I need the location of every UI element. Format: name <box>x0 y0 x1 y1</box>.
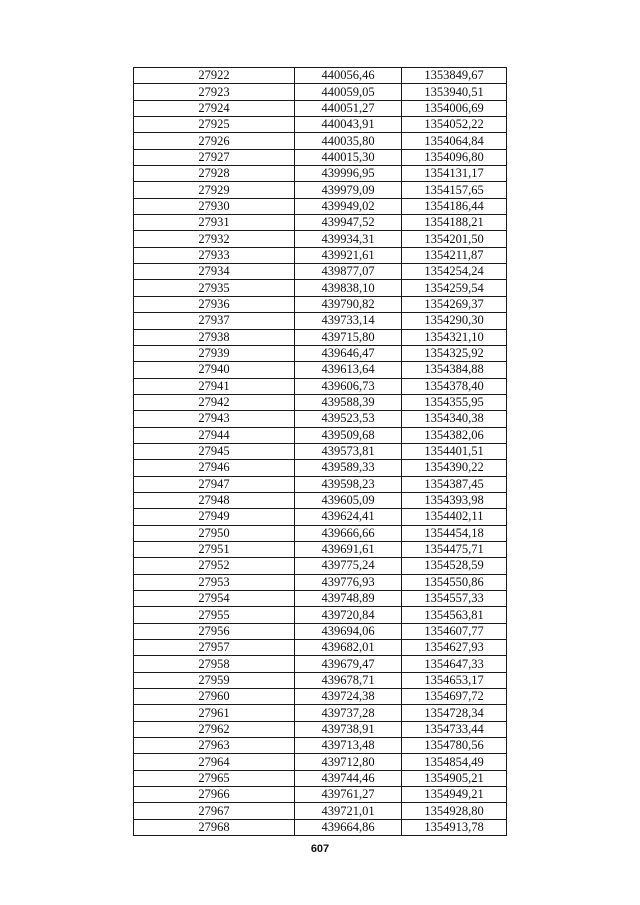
y-coordinate-cell: 1354728,34 <box>402 705 507 721</box>
x-coordinate-cell: 440056,46 <box>295 68 402 84</box>
x-coordinate-cell: 439691,61 <box>295 541 402 557</box>
point-number-cell: 27956 <box>134 623 295 639</box>
point-number-cell: 27955 <box>134 607 295 623</box>
x-coordinate-cell: 439996,95 <box>295 166 402 182</box>
point-number-cell: 27951 <box>134 541 295 557</box>
y-coordinate-cell: 1354402,11 <box>402 509 507 525</box>
table-row <box>134 640 507 656</box>
point-number-cell: 27925 <box>134 117 295 133</box>
point-number-cell: 27966 <box>134 787 295 803</box>
point-number-cell: 27948 <box>134 492 295 508</box>
table-row <box>134 721 507 737</box>
x-coordinate-cell: 439949,02 <box>295 198 402 214</box>
y-coordinate-cell: 1354563,81 <box>402 607 507 623</box>
x-coordinate-cell: 440035,80 <box>295 133 402 149</box>
table-row <box>134 329 507 345</box>
table-row <box>134 362 507 378</box>
x-coordinate-cell: 439775,24 <box>295 558 402 574</box>
x-coordinate-cell: 439947,52 <box>295 215 402 231</box>
y-coordinate-cell: 1354550,86 <box>402 574 507 590</box>
x-coordinate-cell: 440051,27 <box>295 100 402 116</box>
coordinate-table-body <box>134 68 507 836</box>
table-row <box>134 133 507 149</box>
point-number-cell: 27947 <box>134 476 295 492</box>
table-row <box>134 509 507 525</box>
table-row <box>134 803 507 819</box>
y-coordinate-cell: 1354131,17 <box>402 166 507 182</box>
x-coordinate-cell: 439605,09 <box>295 492 402 508</box>
point-number-cell: 27952 <box>134 558 295 574</box>
x-coordinate-cell: 439877,07 <box>295 264 402 280</box>
point-number-cell: 27926 <box>134 133 295 149</box>
point-number-cell: 27934 <box>134 264 295 280</box>
point-number-cell: 27923 <box>134 84 295 100</box>
table-row <box>134 460 507 476</box>
x-coordinate-cell: 439666,66 <box>295 525 402 541</box>
y-coordinate-cell: 1354201,50 <box>402 231 507 247</box>
point-number-cell: 27933 <box>134 247 295 263</box>
x-coordinate-cell: 439761,27 <box>295 787 402 803</box>
x-coordinate-cell: 439598,23 <box>295 476 402 492</box>
y-coordinate-cell: 1354475,71 <box>402 541 507 557</box>
table-row <box>134 705 507 721</box>
x-coordinate-cell: 439715,80 <box>295 329 402 345</box>
point-number-cell: 27949 <box>134 509 295 525</box>
y-coordinate-cell: 1354378,40 <box>402 378 507 394</box>
point-number-cell: 27944 <box>134 427 295 443</box>
x-coordinate-cell: 440015,30 <box>295 149 402 165</box>
y-coordinate-cell: 1354949,21 <box>402 787 507 803</box>
x-coordinate-cell: 440059,05 <box>295 84 402 100</box>
y-coordinate-cell: 1353849,67 <box>402 68 507 84</box>
table-row <box>134 117 507 133</box>
y-coordinate-cell: 1354387,45 <box>402 476 507 492</box>
table-row <box>134 427 507 443</box>
x-coordinate-cell: 439613,64 <box>295 362 402 378</box>
y-coordinate-cell: 1354653,17 <box>402 672 507 688</box>
y-coordinate-cell: 1354254,24 <box>402 264 507 280</box>
page-number: 607 <box>310 843 330 855</box>
point-number-cell: 27954 <box>134 591 295 607</box>
y-coordinate-cell: 1354006,69 <box>402 100 507 116</box>
point-number-cell: 27940 <box>134 362 295 378</box>
y-coordinate-cell: 1354454,18 <box>402 525 507 541</box>
point-number-cell: 27922 <box>134 68 295 84</box>
x-coordinate-cell: 439744,46 <box>295 770 402 786</box>
point-number-cell: 27965 <box>134 770 295 786</box>
y-coordinate-cell: 1354188,21 <box>402 215 507 231</box>
point-number-cell: 27942 <box>134 394 295 410</box>
y-coordinate-cell: 1354096,80 <box>402 149 507 165</box>
table-row <box>134 231 507 247</box>
point-number-cell: 27968 <box>134 819 295 835</box>
table-row <box>134 525 507 541</box>
y-coordinate-cell: 1354186,44 <box>402 198 507 214</box>
table-row <box>134 215 507 231</box>
y-coordinate-cell: 1354052,22 <box>402 117 507 133</box>
table-row <box>134 378 507 394</box>
table-row <box>134 819 507 835</box>
y-coordinate-cell: 1354854,49 <box>402 754 507 770</box>
x-coordinate-cell: 439979,09 <box>295 182 402 198</box>
table-row <box>134 166 507 182</box>
x-coordinate-cell: 439934,31 <box>295 231 402 247</box>
point-number-cell: 27958 <box>134 656 295 672</box>
y-coordinate-cell: 1354393,98 <box>402 492 507 508</box>
table-row <box>134 198 507 214</box>
table-row <box>134 492 507 508</box>
point-number-cell: 27962 <box>134 721 295 737</box>
x-coordinate-cell: 439679,47 <box>295 656 402 672</box>
y-coordinate-cell: 1354390,22 <box>402 460 507 476</box>
y-coordinate-cell: 1354259,54 <box>402 280 507 296</box>
x-coordinate-cell: 439588,39 <box>295 394 402 410</box>
table-row <box>134 394 507 410</box>
point-number-cell: 27967 <box>134 803 295 819</box>
point-number-cell: 27937 <box>134 313 295 329</box>
table-row <box>134 787 507 803</box>
x-coordinate-cell: 439720,84 <box>295 607 402 623</box>
point-number-cell: 27928 <box>134 166 295 182</box>
x-coordinate-cell: 439664,86 <box>295 819 402 835</box>
table-row <box>134 623 507 639</box>
x-coordinate-cell: 439624,41 <box>295 509 402 525</box>
point-number-cell: 27953 <box>134 574 295 590</box>
y-coordinate-cell: 1354913,78 <box>402 819 507 835</box>
y-coordinate-cell: 1354627,93 <box>402 640 507 656</box>
point-number-cell: 27959 <box>134 672 295 688</box>
x-coordinate-cell: 439748,89 <box>295 591 402 607</box>
y-coordinate-cell: 1354157,65 <box>402 182 507 198</box>
y-coordinate-cell: 1354697,72 <box>402 689 507 705</box>
point-number-cell: 27938 <box>134 329 295 345</box>
point-number-cell: 27946 <box>134 460 295 476</box>
y-coordinate-cell: 1354733,44 <box>402 721 507 737</box>
point-number-cell: 27960 <box>134 689 295 705</box>
y-coordinate-cell: 1354607,77 <box>402 623 507 639</box>
x-coordinate-cell: 439724,38 <box>295 689 402 705</box>
x-coordinate-cell: 439694,06 <box>295 623 402 639</box>
point-number-cell: 27927 <box>134 149 295 165</box>
table-row <box>134 411 507 427</box>
x-coordinate-cell: 439838,10 <box>295 280 402 296</box>
table-row <box>134 296 507 312</box>
x-coordinate-cell: 439776,93 <box>295 574 402 590</box>
point-number-cell: 27931 <box>134 215 295 231</box>
point-number-cell: 27932 <box>134 231 295 247</box>
point-number-cell: 27936 <box>134 296 295 312</box>
table-row <box>134 149 507 165</box>
y-coordinate-cell: 1354647,33 <box>402 656 507 672</box>
y-coordinate-cell: 1354321,10 <box>402 329 507 345</box>
x-coordinate-cell: 439737,28 <box>295 705 402 721</box>
y-coordinate-cell: 1354325,92 <box>402 345 507 361</box>
x-coordinate-cell: 439682,01 <box>295 640 402 656</box>
y-coordinate-cell: 1354528,59 <box>402 558 507 574</box>
coordinate-table <box>133 67 507 836</box>
point-number-cell: 27939 <box>134 345 295 361</box>
table-row <box>134 738 507 754</box>
point-number-cell: 27929 <box>134 182 295 198</box>
x-coordinate-cell: 439646,47 <box>295 345 402 361</box>
x-coordinate-cell: 439790,82 <box>295 296 402 312</box>
y-coordinate-cell: 1354382,06 <box>402 427 507 443</box>
table-row <box>134 313 507 329</box>
y-coordinate-cell: 1354064,84 <box>402 133 507 149</box>
y-coordinate-cell: 1353940,51 <box>402 84 507 100</box>
y-coordinate-cell: 1354355,95 <box>402 394 507 410</box>
table-row <box>134 247 507 263</box>
point-number-cell: 27943 <box>134 411 295 427</box>
x-coordinate-cell: 439733,14 <box>295 313 402 329</box>
table-row <box>134 689 507 705</box>
x-coordinate-cell: 439738,91 <box>295 721 402 737</box>
x-coordinate-cell: 439678,71 <box>295 672 402 688</box>
table-row <box>134 656 507 672</box>
point-number-cell: 27924 <box>134 100 295 116</box>
point-number-cell: 27961 <box>134 705 295 721</box>
point-number-cell: 27941 <box>134 378 295 394</box>
x-coordinate-cell: 439573,81 <box>295 443 402 459</box>
table-row <box>134 591 507 607</box>
point-number-cell: 27957 <box>134 640 295 656</box>
point-number-cell: 27945 <box>134 443 295 459</box>
y-coordinate-cell: 1354290,30 <box>402 313 507 329</box>
table-row <box>134 558 507 574</box>
table-row <box>134 672 507 688</box>
y-coordinate-cell: 1354780,56 <box>402 738 507 754</box>
point-number-cell: 27964 <box>134 754 295 770</box>
x-coordinate-cell: 440043,91 <box>295 117 402 133</box>
table-row <box>134 476 507 492</box>
y-coordinate-cell: 1354928,80 <box>402 803 507 819</box>
y-coordinate-cell: 1354401,51 <box>402 443 507 459</box>
table-row <box>134 182 507 198</box>
table-row <box>134 770 507 786</box>
x-coordinate-cell: 439721,01 <box>295 803 402 819</box>
table-row <box>134 574 507 590</box>
coordinate-table-container <box>133 67 506 836</box>
table-row <box>134 84 507 100</box>
y-coordinate-cell: 1354905,21 <box>402 770 507 786</box>
table-row <box>134 345 507 361</box>
x-coordinate-cell: 439589,33 <box>295 460 402 476</box>
x-coordinate-cell: 439523,53 <box>295 411 402 427</box>
table-row <box>134 754 507 770</box>
y-coordinate-cell: 1354269,37 <box>402 296 507 312</box>
table-row <box>134 443 507 459</box>
x-coordinate-cell: 439606,73 <box>295 378 402 394</box>
table-row <box>134 280 507 296</box>
y-coordinate-cell: 1354557,33 <box>402 591 507 607</box>
x-coordinate-cell: 439509,68 <box>295 427 402 443</box>
point-number-cell: 27930 <box>134 198 295 214</box>
x-coordinate-cell: 439713,48 <box>295 738 402 754</box>
y-coordinate-cell: 1354211,87 <box>402 247 507 263</box>
table-row <box>134 68 507 84</box>
table-row <box>134 264 507 280</box>
table-row <box>134 607 507 623</box>
point-number-cell: 27950 <box>134 525 295 541</box>
y-coordinate-cell: 1354340,38 <box>402 411 507 427</box>
table-row <box>134 541 507 557</box>
x-coordinate-cell: 439712,80 <box>295 754 402 770</box>
table-row <box>134 100 507 116</box>
y-coordinate-cell: 1354384,88 <box>402 362 507 378</box>
point-number-cell: 27963 <box>134 738 295 754</box>
point-number-cell: 27935 <box>134 280 295 296</box>
x-coordinate-cell: 439921,61 <box>295 247 402 263</box>
